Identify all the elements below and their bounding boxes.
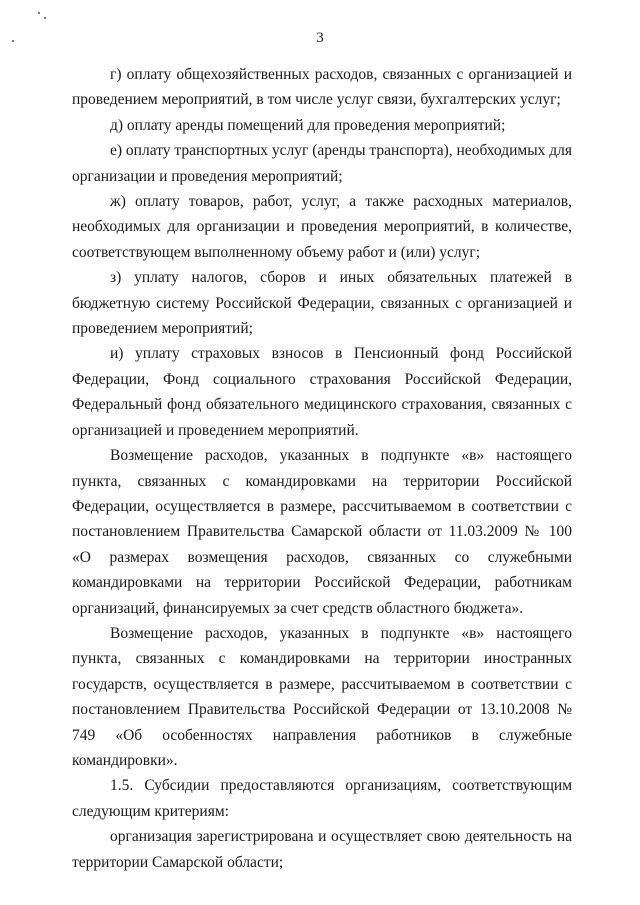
paragraph-item-zh: ж) оплату товаров, работ, услуг, а также расходных материалов, необходимых для организации и проведения мероприятий, в количестве, соответствующем выполненному объему работ и (или) услуг; [72, 193, 572, 261]
paragraph-reimbursement-domestic: Возмещение расходов, указанных в подпункте «в» настоящего пункта, связанных с командировками на территории Российской Федерации, осуществляется в размере, рассчитываемом в соответствии с постановлением Правительства Самарской области от 11.03.2009 № 100 «О размерах возмещения расходов, связанных со служебными командировками на территории Российской Федерации, работникам организаций, финансируемых за счет средств областного бюджета». [72, 447, 572, 617]
page-number: 3 [316, 30, 324, 46]
paragraph-item-e: е) оплату транспортных услуг (аренды транспорта), необходимых для организации и проведения мероприятий; [72, 142, 572, 185]
scan-speck [44, 17, 46, 19]
paragraph-item-d: д) оплату аренды помещений для проведения мероприятий; [110, 116, 506, 134]
paragraph-criterion-registration: организация зарегистрирована и осуществляет свою деятельность на территории Самарской области; [72, 828, 572, 871]
paragraph-section-1-5: 1.5. Субсидии предоставляются организациям, соответствующим следующим критериям: [72, 777, 572, 820]
paragraph-item-g: г) оплату общехозяйственных расходов, связанных с организацией и проведением мероприятий, в том числе услуг связи, бухгалтерских услуг; [72, 66, 572, 109]
paragraph-reimbursement-foreign: Возмещение расходов, указанных в подпункте «в» настоящего пункта, связанных с командировками на территории иностранных государств, осуществляется в размере, рассчитываемом в соответствии с постановлением Правительства Российской Федерации от 13.10.2008 № 749 «Об особенностях направления работников в служебные командировки». [72, 624, 572, 769]
paragraph-item-z: з) уплату налогов, сборов и иных обязательных платежей в бюджетную систему Российской Федерации, связанных с организацией и проведением мероприятий; [72, 269, 572, 338]
paragraph-item-i: и) уплату страховых взносов в Пенсионный фонд Российской Федерации, Фонд социального страхования Российской Федерации, Федеральный фонд обязательного медицинского страхования, связанных с организацией и проведением мероприятий. [72, 345, 572, 439]
scan-speck [38, 12, 40, 14]
document-body [72, 62, 572, 875]
